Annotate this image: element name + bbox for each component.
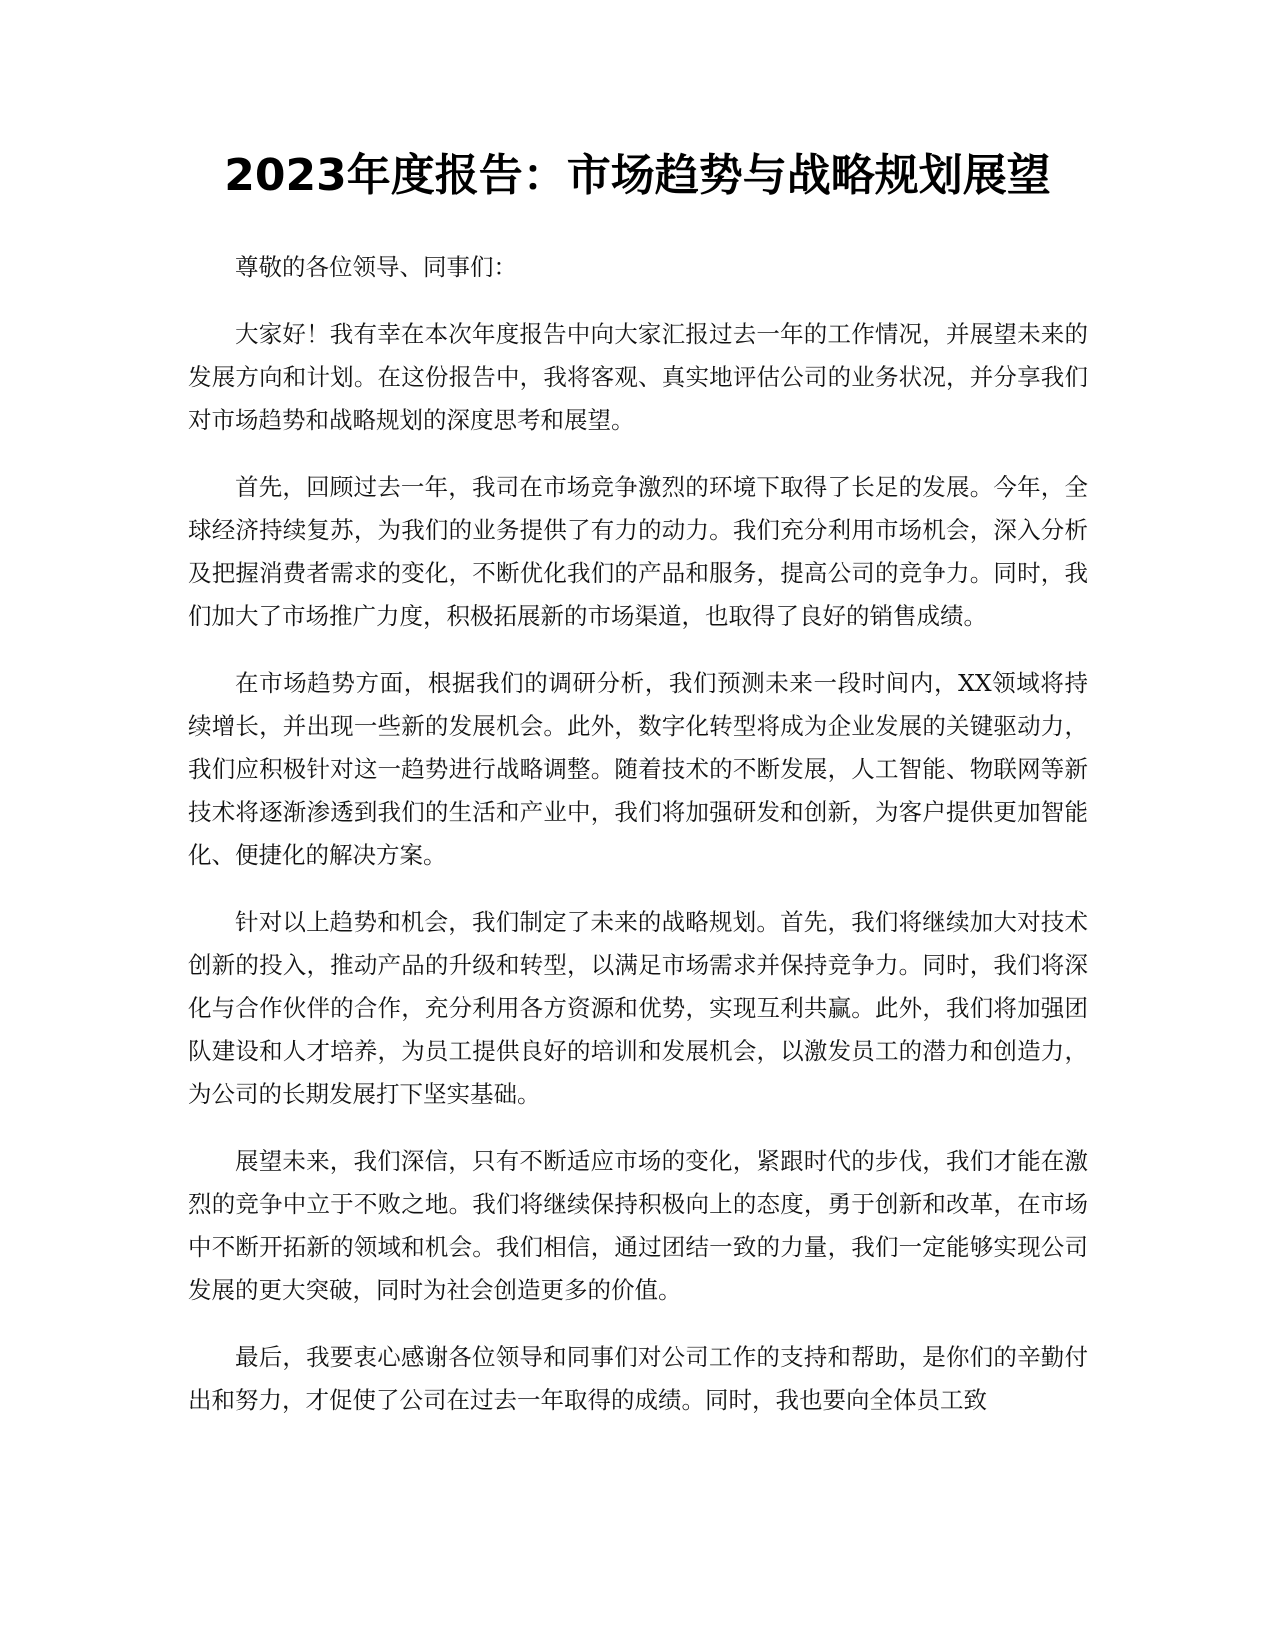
paragraph-outlook: 展望未来，我们深信，只有不断适应市场的变化，紧跟时代的步伐，我们才能在激烈的竞争中立于不败之地。我们将继续保持积极向上的态度，勇于创新和改革，在市场中不断开拓新的领域和机会。我们相信，通过团结一致的力量，我们一定能够实现公司发展的更大突破，同时为社会创造更多的价值。	[188, 1147, 1088, 1304]
page-title: 2023年度报告：市场趋势与战略规划展望	[224, 150, 1051, 201]
paragraph-intro: 大家好！我有幸在本次年度报告中向大家汇报过去一年的工作情况，并展望未来的发展方向和计划。在这份报告中，我将客观、真实地评估公司的业务状况，并分享我们对市场趋势和战略规划的深度思考和展望。	[188, 320, 1088, 434]
paragraph-thanks: 最后，我要衷心感谢各位领导和同事们对公司工作的支持和帮助，是你们的辛勤付出和努力，才促使了公司在过去一年取得的成绩。同时，我也要向全体员工致	[188, 1343, 1088, 1414]
salutation: 尊敬的各位领导、同事们：	[235, 253, 517, 281]
paragraph-review: 首先，回顾过去一年，我司在市场竞争激烈的环境下取得了长足的发展。今年，全球经济持续复苏，为我们的业务提供了有力的动力。我们充分利用市场机会，深入分析及把握消费者需求的变化，不断优化我们的产品和服务，提高公司的竞争力。同时，我们加大了市场推广力度，积极拓展新的市场渠道，也取得了良好的销售成绩。	[188, 473, 1088, 630]
document-body	[188, 246, 1088, 1446]
paragraph-strategy: 针对以上趋势和机会，我们制定了未来的战略规划。首先，我们将继续加大对技术创新的投入，推动产品的升级和转型，以满足市场需求并保持竞争力。同时，我们将深化与合作伙伴的合作，充分利用各方资源和优势，实现互利共赢。此外，我们将加强团队建设和人才培养，为员工提供良好的培训和发展机会，以激发员工的潜力和创造力，为公司的长期发展打下坚实基础。	[188, 908, 1088, 1108]
paragraph-market-trends: 在市场趋势方面，根据我们的调研分析，我们预测未来一段时间内，XX领域将持续增长，并出现一些新的发展机会。此外，数字化转型将成为企业发展的关键驱动力，我们应积极针对这一趋势进行战略调整。随着技术的不断发展，人工智能、物联网等新技术将逐渐渗透到我们的生活和产业中，我们将加强研发和创新，为客户提供更加智能化、便捷化的解决方案。	[188, 669, 1088, 869]
